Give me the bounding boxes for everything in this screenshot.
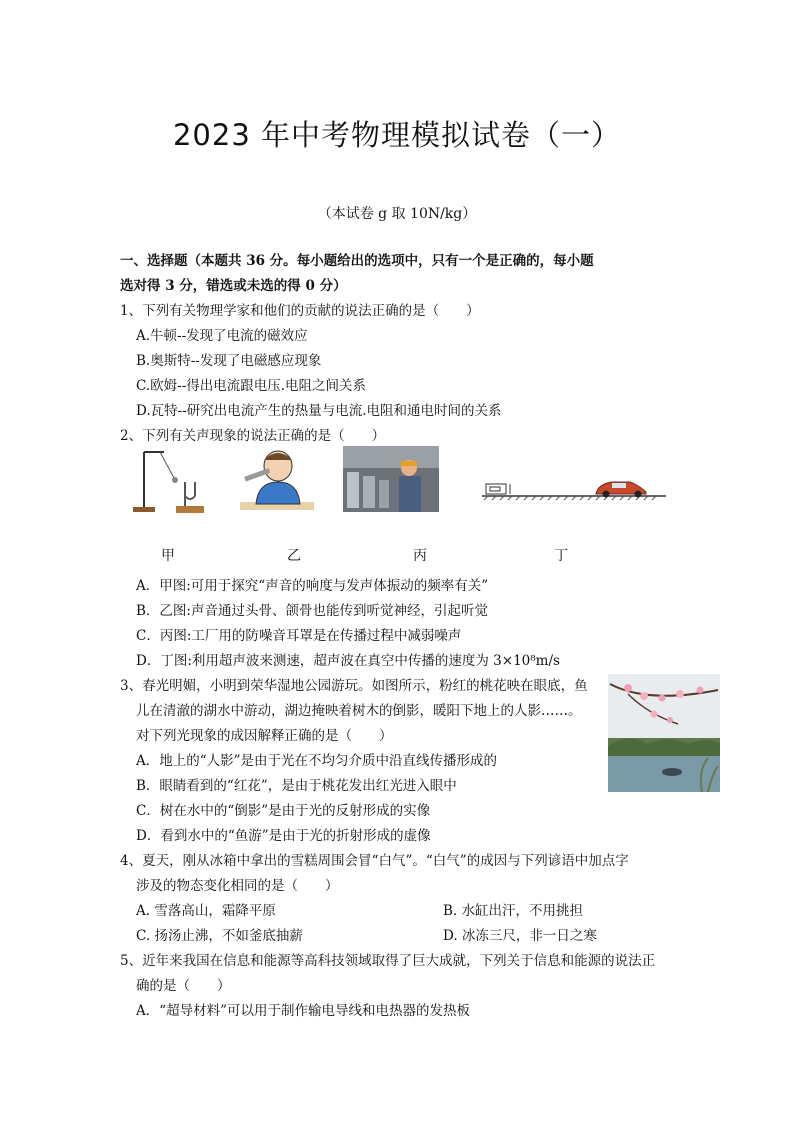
figure-label-yi: 乙 — [287, 548, 301, 564]
q3-option-b: B．眼睛看到的“红花”，是由于桃花发出红光进入眼中 — [136, 778, 457, 794]
q1-option-d: D.瓦特--研究出电流产生的热量与电流.电阻和通电时间的关系 — [136, 403, 502, 419]
q4-line1: 4、夏天，刚从冰箱中拿出的雪糕周围会冒“白气”。“白气”的成因与下列谚语中加点字 — [120, 853, 629, 869]
q3-option-a: A．地上的“人影”是由于光在不均匀介质中沿直线传播形成的 — [136, 753, 498, 769]
figure-label-jia: 甲 — [161, 548, 175, 564]
q1-stem: 1、下列有关物理学家和他们的贡献的说法正确的是（ ） — [120, 303, 480, 319]
q3-line3: 对下列光现象的成因解释正确的是（ ） — [136, 728, 393, 744]
q4-option-a: A. 雪落高山，霜降平原 — [136, 903, 276, 919]
q5-line2: 确的是（ ） — [136, 978, 231, 994]
q2-option-c: C．丙图:工厂用的防噪音耳罩是在传播过程中减弱噪声 — [136, 628, 462, 644]
q4-line2: 涉及的物态变化相同的是（ ） — [136, 878, 339, 894]
pendulum-tuning-fork-figure — [130, 446, 210, 518]
factory-worker-photo — [343, 446, 439, 512]
q1-option-c: C.欧姆--得出电流跟电压.电阻之间关系 — [136, 378, 367, 394]
figure-label-bing: 丙 — [413, 548, 427, 564]
ultrasonic-speed-car-figure — [480, 470, 670, 502]
q4-option-d: D. 冰冻三尺，非一日之寒 — [443, 928, 597, 944]
page-title: 2023 年中考物理模拟试卷（一） — [172, 118, 622, 152]
q3-line1: 3、春光明媚，小明到荣华湿地公园游玩。如图所示，粉红的桃花映在眼底，鱼 — [120, 678, 588, 694]
q3-option-d: D．看到水中的“鱼游”是由于光的折射形成的虚像 — [136, 828, 431, 844]
page-subtitle: （本试卷 g 取 10N/kg） — [317, 206, 477, 222]
q2-option-b: B．乙图:声音通过头骨、颌骨也能传到听觉神经，引起听觉 — [136, 603, 488, 619]
section-heading-line2: 选对得 3 分，错选或未选的得 0 分） — [120, 278, 347, 294]
figure-label-ding: 丁 — [554, 548, 568, 564]
q3-option-c: C．树在水中的“倒影”是由于光的反射形成的实像 — [136, 803, 431, 819]
q3-line2: 儿在清澈的湖水中游动，湖边掩映着树木的倒影，暖阳下地上的人影……。 — [136, 703, 582, 719]
q1-option-a: A.牛顿--发现了电流的磁效应 — [136, 328, 308, 344]
q1-option-b: B.奥斯特--发现了电磁感应现象 — [136, 353, 322, 369]
q2-option-d: D．丁图:利用超声波来测速，超声波在真空中传播的速度为 3×10⁸m/s — [136, 653, 560, 669]
q4-option-c: C. 扬汤止沸，不如釜底抽薪 — [136, 928, 303, 944]
q4-option-b: B. 水缸出汗，不用挑担 — [443, 903, 584, 919]
q5-line1: 5、近年来我国在信息和能源等高科技领域取得了巨大成就，下列关于信息和能源的说法正 — [120, 953, 656, 969]
q5-option-a: A．“超导材料”可以用于制作输电导线和电热器的发热板 — [136, 1003, 471, 1019]
q2-option-a: A．甲图:可用于探究“声音的响度与发声体振动的频率有关” — [136, 578, 489, 594]
peach-blossom-lake-photo — [608, 674, 720, 792]
boy-listening-figure — [238, 446, 318, 512]
section-heading-line1: 一、选择题（本题共 36 分。每小题给出的选项中，只有一个是正确的，每小题 — [120, 253, 594, 269]
q2-stem: 2、下列有关声现象的说法正确的是（ ） — [120, 428, 386, 444]
